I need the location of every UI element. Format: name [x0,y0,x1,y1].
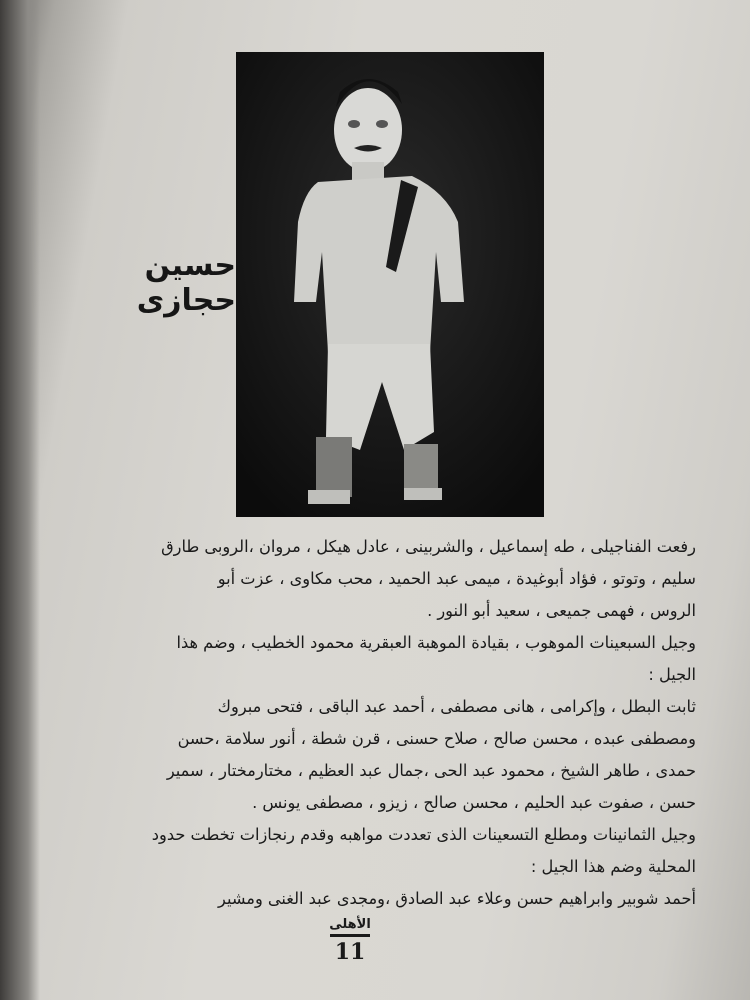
body-line: الجيل : [648,665,696,684]
body-line: رفعت الفناجيلى ، طه إسماعيل ، والشربينى ، عادل هيكل ، مروان ،الروبى طارق [161,537,696,556]
body-line: حمدى ، طاهر الشيخ ، محمود عبد الحى ،جمال عبد العظيم ، مختارمختار ، سمير [166,761,696,780]
page-footer [300,917,400,965]
photo-caption: حسين حجازى [136,248,236,318]
body-line: وجيل الثمانينات ومطلع التسعينات الذى تعددت مواهبه وقدم رنجازات تخطت حدود [151,825,696,844]
body-line: حسن ، صفوت عبد الحليم ، محسن صالح ، زيزو ، مصطفى يونس . [252,793,696,812]
player-photo [236,52,544,517]
body-line: أحمد شوبير وابراهيم حسن وعلاء عبد الصادق ،ومجدى عبد الغنى ومشير [218,889,696,908]
body-text [56,531,696,915]
body-line: وجيل السبعينات الموهوب ، بقيادة الموهبة العبقرية محمود الخطيب ، وضم هذا [176,633,696,652]
page-number: 11 [334,939,366,965]
body-line: المحلية وضم هذا الجيل : [530,857,696,876]
body-line: الروس ، فهمى جميعى ، سعيد أبو النور . [427,601,696,620]
body-line: ومصطفى عبده ، محسن صالح ، صلاح حسنى ، قرن شطة ، أنور سلامة ،حسن [177,729,696,748]
player-photo-figure [236,52,544,517]
spine-shadow [0,0,40,1000]
body-line: سليم ، وتوتو ، فؤاد أبوغيدة ، ميمى عبد الحميد ، محب مكاوى ، عزت أبو [217,569,696,588]
footer-rule [330,934,370,937]
body-line: ثابت البطل ، وإكرامى ، هانى مصطفى ، أحمد عبد الباقى ، فتحى مبروك [217,697,696,716]
footer-brand: الأهلى [329,917,371,932]
